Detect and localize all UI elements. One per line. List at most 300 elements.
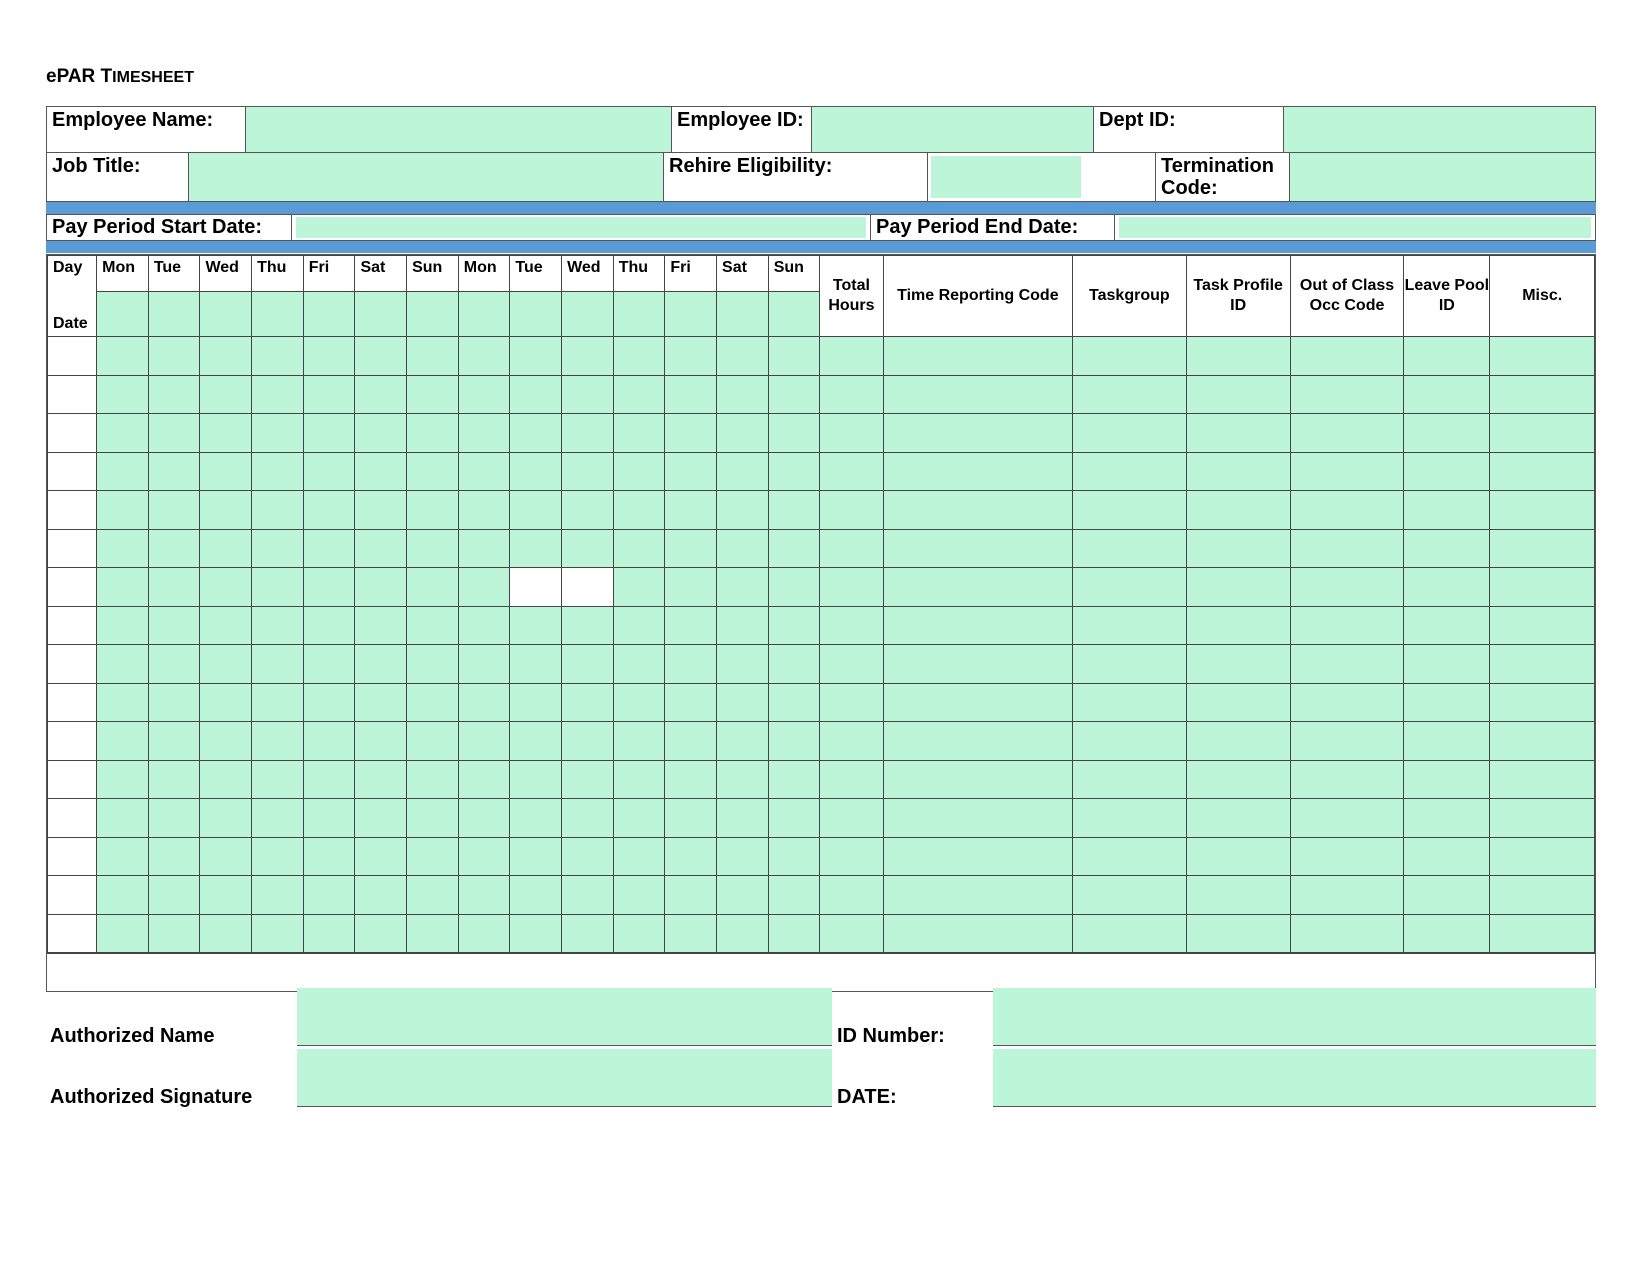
row-day-cell[interactable] bbox=[48, 337, 97, 376]
hours-cell[interactable] bbox=[200, 491, 252, 530]
date-cell[interactable] bbox=[355, 291, 407, 336]
hours-cell[interactable] bbox=[510, 375, 562, 414]
hours-cell[interactable] bbox=[717, 568, 769, 607]
hours-cell[interactable] bbox=[355, 529, 407, 568]
hours-cell[interactable] bbox=[510, 414, 562, 453]
entry-cell[interactable] bbox=[883, 837, 1073, 876]
entry-cell[interactable] bbox=[883, 491, 1073, 530]
hours-cell[interactable] bbox=[407, 337, 459, 376]
hours-cell[interactable] bbox=[665, 645, 717, 684]
hours-cell[interactable] bbox=[97, 645, 149, 684]
hours-cell[interactable] bbox=[97, 837, 149, 876]
entry-cell[interactable] bbox=[820, 683, 883, 722]
entry-cell[interactable] bbox=[1073, 452, 1186, 491]
hours-cell[interactable] bbox=[717, 606, 769, 645]
hours-cell[interactable] bbox=[562, 337, 614, 376]
hours-cell[interactable] bbox=[613, 606, 665, 645]
hours-cell[interactable] bbox=[768, 375, 820, 414]
hours-cell[interactable] bbox=[458, 683, 510, 722]
entry-cell[interactable] bbox=[1186, 914, 1290, 953]
entry-cell[interactable] bbox=[883, 760, 1073, 799]
hours-cell[interactable] bbox=[613, 568, 665, 607]
hours-cell[interactable] bbox=[717, 837, 769, 876]
hours-cell[interactable] bbox=[562, 837, 614, 876]
hours-cell[interactable] bbox=[355, 914, 407, 953]
entry-cell[interactable] bbox=[883, 606, 1073, 645]
entry-cell[interactable] bbox=[1404, 914, 1490, 953]
hours-cell[interactable] bbox=[252, 876, 304, 915]
entry-cell[interactable] bbox=[883, 568, 1073, 607]
hours-cell[interactable] bbox=[510, 837, 562, 876]
hours-cell[interactable] bbox=[458, 837, 510, 876]
entry-cell[interactable] bbox=[1404, 837, 1490, 876]
entry-cell[interactable] bbox=[820, 375, 883, 414]
hours-cell[interactable] bbox=[97, 337, 149, 376]
hours-cell[interactable] bbox=[665, 837, 717, 876]
date-field[interactable] bbox=[993, 1049, 1596, 1107]
hours-cell[interactable] bbox=[148, 452, 200, 491]
hours-cell[interactable] bbox=[355, 375, 407, 414]
termination-code-field[interactable] bbox=[1290, 153, 1595, 201]
entry-cell[interactable] bbox=[1290, 414, 1403, 453]
entry-cell[interactable] bbox=[820, 606, 883, 645]
hours-cell[interactable] bbox=[97, 606, 149, 645]
hours-cell[interactable] bbox=[355, 722, 407, 761]
hours-cell[interactable] bbox=[717, 337, 769, 376]
hours-cell[interactable] bbox=[613, 760, 665, 799]
hours-cell[interactable] bbox=[148, 914, 200, 953]
row-day-cell[interactable] bbox=[48, 606, 97, 645]
hours-cell[interactable] bbox=[613, 645, 665, 684]
hours-cell[interactable] bbox=[510, 914, 562, 953]
hours-cell[interactable] bbox=[303, 414, 355, 453]
hours-cell[interactable] bbox=[613, 491, 665, 530]
hours-cell[interactable] bbox=[200, 760, 252, 799]
entry-cell[interactable] bbox=[1404, 606, 1490, 645]
hours-cell[interactable] bbox=[458, 568, 510, 607]
hours-cell[interactable] bbox=[355, 568, 407, 607]
date-cell[interactable] bbox=[562, 291, 614, 336]
hours-cell[interactable] bbox=[510, 452, 562, 491]
hours-cell[interactable] bbox=[407, 645, 459, 684]
hours-cell[interactable] bbox=[717, 683, 769, 722]
hours-cell[interactable] bbox=[252, 606, 304, 645]
hours-cell[interactable] bbox=[407, 491, 459, 530]
hours-cell[interactable] bbox=[252, 914, 304, 953]
hours-cell[interactable] bbox=[717, 645, 769, 684]
entry-cell[interactable] bbox=[1490, 606, 1595, 645]
entry-cell[interactable] bbox=[1490, 337, 1595, 376]
entry-cell[interactable] bbox=[1186, 452, 1290, 491]
hours-cell[interactable] bbox=[407, 529, 459, 568]
hours-cell[interactable] bbox=[665, 914, 717, 953]
hours-cell[interactable] bbox=[148, 683, 200, 722]
hours-cell[interactable] bbox=[768, 491, 820, 530]
row-day-cell[interactable] bbox=[48, 799, 97, 838]
hours-cell[interactable] bbox=[97, 722, 149, 761]
entry-cell[interactable] bbox=[820, 491, 883, 530]
entry-cell[interactable] bbox=[883, 645, 1073, 684]
hours-cell[interactable] bbox=[303, 837, 355, 876]
hours-cell[interactable] bbox=[717, 414, 769, 453]
hours-cell[interactable] bbox=[458, 760, 510, 799]
hours-cell[interactable] bbox=[768, 876, 820, 915]
hours-cell[interactable] bbox=[252, 645, 304, 684]
hours-cell[interactable] bbox=[407, 452, 459, 491]
entry-cell[interactable] bbox=[883, 799, 1073, 838]
row-day-cell[interactable] bbox=[48, 529, 97, 568]
hours-cell[interactable] bbox=[717, 760, 769, 799]
entry-cell[interactable] bbox=[1186, 760, 1290, 799]
hours-cell[interactable] bbox=[97, 452, 149, 491]
entry-cell[interactable] bbox=[883, 914, 1073, 953]
hours-cell[interactable] bbox=[97, 914, 149, 953]
rehire-eligibility-field[interactable] bbox=[931, 156, 1081, 198]
hours-cell[interactable] bbox=[510, 760, 562, 799]
hours-cell[interactable] bbox=[303, 683, 355, 722]
hours-cell[interactable] bbox=[768, 799, 820, 838]
entry-cell[interactable] bbox=[1290, 529, 1403, 568]
hours-cell[interactable] bbox=[148, 337, 200, 376]
hours-cell[interactable] bbox=[562, 491, 614, 530]
hours-cell[interactable] bbox=[148, 568, 200, 607]
entry-cell[interactable] bbox=[883, 337, 1073, 376]
entry-cell[interactable] bbox=[1490, 799, 1595, 838]
hours-cell[interactable] bbox=[303, 914, 355, 953]
entry-cell[interactable] bbox=[1290, 722, 1403, 761]
entry-cell[interactable] bbox=[820, 760, 883, 799]
entry-cell[interactable] bbox=[883, 452, 1073, 491]
entry-cell[interactable] bbox=[1186, 491, 1290, 530]
hours-cell[interactable] bbox=[97, 876, 149, 915]
date-cell[interactable] bbox=[200, 291, 252, 336]
row-day-cell[interactable] bbox=[48, 375, 97, 414]
entry-cell[interactable] bbox=[820, 568, 883, 607]
row-day-cell[interactable] bbox=[48, 722, 97, 761]
entry-cell[interactable] bbox=[1073, 606, 1186, 645]
date-cell[interactable] bbox=[613, 291, 665, 336]
entry-cell[interactable] bbox=[1290, 683, 1403, 722]
hours-cell[interactable] bbox=[97, 375, 149, 414]
hours-cell[interactable] bbox=[148, 876, 200, 915]
date-cell[interactable] bbox=[768, 291, 820, 336]
hours-cell[interactable] bbox=[252, 491, 304, 530]
hours-cell[interactable] bbox=[510, 876, 562, 915]
entry-cell[interactable] bbox=[1073, 568, 1186, 607]
hours-cell[interactable] bbox=[768, 337, 820, 376]
entry-cell[interactable] bbox=[1290, 452, 1403, 491]
entry-cell[interactable] bbox=[1186, 568, 1290, 607]
entry-cell[interactable] bbox=[1290, 606, 1403, 645]
hours-cell[interactable] bbox=[148, 837, 200, 876]
authorized-name-field[interactable] bbox=[297, 988, 832, 1046]
entry-cell[interactable] bbox=[1073, 876, 1186, 915]
hours-cell[interactable] bbox=[303, 645, 355, 684]
entry-cell[interactable] bbox=[1490, 568, 1595, 607]
row-day-cell[interactable] bbox=[48, 876, 97, 915]
hours-cell[interactable] bbox=[458, 491, 510, 530]
hours-cell[interactable] bbox=[303, 722, 355, 761]
entry-cell[interactable] bbox=[1490, 760, 1595, 799]
entry-cell[interactable] bbox=[1490, 452, 1595, 491]
row-day-cell[interactable] bbox=[48, 683, 97, 722]
hours-cell[interactable] bbox=[458, 452, 510, 491]
entry-cell[interactable] bbox=[1186, 799, 1290, 838]
entry-cell[interactable] bbox=[1073, 337, 1186, 376]
entry-cell[interactable] bbox=[1073, 645, 1186, 684]
entry-cell[interactable] bbox=[820, 837, 883, 876]
hours-cell[interactable] bbox=[717, 799, 769, 838]
hours-cell[interactable] bbox=[665, 414, 717, 453]
entry-cell[interactable] bbox=[1490, 491, 1595, 530]
hours-cell[interactable] bbox=[458, 876, 510, 915]
entry-cell[interactable] bbox=[1290, 645, 1403, 684]
hours-cell[interactable] bbox=[665, 337, 717, 376]
entry-cell[interactable] bbox=[1290, 876, 1403, 915]
hours-cell[interactable] bbox=[355, 876, 407, 915]
hours-cell[interactable] bbox=[717, 876, 769, 915]
entry-cell[interactable] bbox=[1404, 645, 1490, 684]
hours-cell[interactable] bbox=[148, 799, 200, 838]
entry-cell[interactable] bbox=[1073, 529, 1186, 568]
hours-cell[interactable] bbox=[768, 760, 820, 799]
entry-cell[interactable] bbox=[1404, 491, 1490, 530]
hours-cell[interactable] bbox=[562, 606, 614, 645]
entry-cell[interactable] bbox=[1490, 375, 1595, 414]
hours-cell[interactable] bbox=[458, 645, 510, 684]
row-day-cell[interactable] bbox=[48, 837, 97, 876]
hours-cell[interactable] bbox=[665, 568, 717, 607]
entry-cell[interactable] bbox=[1073, 722, 1186, 761]
hours-cell[interactable] bbox=[97, 529, 149, 568]
entry-cell[interactable] bbox=[1290, 760, 1403, 799]
hours-cell[interactable] bbox=[303, 337, 355, 376]
row-day-cell[interactable] bbox=[48, 414, 97, 453]
hours-cell[interactable] bbox=[458, 529, 510, 568]
entry-cell[interactable] bbox=[1186, 414, 1290, 453]
hours-cell[interactable] bbox=[148, 645, 200, 684]
hours-cell[interactable] bbox=[768, 645, 820, 684]
hours-cell[interactable] bbox=[717, 491, 769, 530]
hours-cell[interactable] bbox=[355, 683, 407, 722]
hours-cell[interactable] bbox=[303, 606, 355, 645]
entry-cell[interactable] bbox=[883, 683, 1073, 722]
entry-cell[interactable] bbox=[1404, 452, 1490, 491]
hours-cell[interactable] bbox=[768, 722, 820, 761]
date-cell[interactable] bbox=[510, 291, 562, 336]
entry-cell[interactable] bbox=[1186, 606, 1290, 645]
hours-cell[interactable] bbox=[252, 760, 304, 799]
entry-cell[interactable] bbox=[1290, 914, 1403, 953]
hours-cell[interactable] bbox=[355, 491, 407, 530]
hours-cell[interactable] bbox=[665, 799, 717, 838]
row-day-cell[interactable] bbox=[48, 760, 97, 799]
hours-cell[interactable] bbox=[355, 760, 407, 799]
hours-cell[interactable] bbox=[768, 914, 820, 953]
hours-cell[interactable] bbox=[665, 452, 717, 491]
hours-cell[interactable] bbox=[407, 568, 459, 607]
hours-cell[interactable] bbox=[407, 375, 459, 414]
entry-cell[interactable] bbox=[820, 722, 883, 761]
hours-cell[interactable] bbox=[510, 529, 562, 568]
hours-cell[interactable] bbox=[97, 760, 149, 799]
entry-cell[interactable] bbox=[820, 914, 883, 953]
hours-cell[interactable] bbox=[510, 645, 562, 684]
hours-cell[interactable] bbox=[562, 452, 614, 491]
hours-cell[interactable] bbox=[717, 914, 769, 953]
hours-cell[interactable] bbox=[303, 876, 355, 915]
entry-cell[interactable] bbox=[1490, 876, 1595, 915]
hours-cell[interactable] bbox=[562, 760, 614, 799]
hours-cell[interactable] bbox=[407, 799, 459, 838]
authorized-signature-field[interactable] bbox=[297, 1049, 832, 1107]
entry-cell[interactable] bbox=[820, 799, 883, 838]
hours-cell[interactable] bbox=[355, 606, 407, 645]
entry-cell[interactable] bbox=[1490, 837, 1595, 876]
hours-cell[interactable] bbox=[613, 452, 665, 491]
hours-cell[interactable] bbox=[303, 568, 355, 607]
hours-cell[interactable] bbox=[303, 375, 355, 414]
entry-cell[interactable] bbox=[1186, 645, 1290, 684]
entry-cell[interactable] bbox=[1490, 683, 1595, 722]
row-day-cell[interactable] bbox=[48, 914, 97, 953]
entry-cell[interactable] bbox=[1404, 337, 1490, 376]
hours-cell[interactable] bbox=[562, 683, 614, 722]
entry-cell[interactable] bbox=[1073, 491, 1186, 530]
entry-cell[interactable] bbox=[883, 529, 1073, 568]
entry-cell[interactable] bbox=[1404, 414, 1490, 453]
row-day-cell[interactable] bbox=[48, 645, 97, 684]
date-cell[interactable] bbox=[303, 291, 355, 336]
hours-cell[interactable] bbox=[768, 414, 820, 453]
entry-cell[interactable] bbox=[1073, 683, 1186, 722]
hours-cell[interactable] bbox=[407, 876, 459, 915]
hours-cell[interactable] bbox=[665, 876, 717, 915]
hours-cell[interactable] bbox=[355, 837, 407, 876]
hours-cell[interactable] bbox=[252, 837, 304, 876]
hours-cell[interactable] bbox=[97, 683, 149, 722]
hours-cell[interactable] bbox=[252, 337, 304, 376]
hours-cell[interactable] bbox=[355, 799, 407, 838]
hours-cell[interactable] bbox=[613, 529, 665, 568]
hours-cell[interactable] bbox=[510, 491, 562, 530]
entry-cell[interactable] bbox=[1290, 568, 1403, 607]
hours-cell[interactable] bbox=[200, 568, 252, 607]
entry-cell[interactable] bbox=[820, 452, 883, 491]
hours-cell[interactable] bbox=[562, 722, 614, 761]
hours-cell[interactable] bbox=[252, 568, 304, 607]
hours-cell[interactable] bbox=[148, 760, 200, 799]
hours-cell[interactable] bbox=[200, 414, 252, 453]
hours-cell[interactable] bbox=[200, 337, 252, 376]
entry-cell[interactable] bbox=[1490, 722, 1595, 761]
hours-cell[interactable] bbox=[613, 683, 665, 722]
hours-cell[interactable] bbox=[768, 568, 820, 607]
hours-cell[interactable] bbox=[303, 760, 355, 799]
employee-id-field[interactable] bbox=[812, 107, 1094, 152]
hours-cell[interactable] bbox=[200, 375, 252, 414]
entry-cell[interactable] bbox=[1290, 337, 1403, 376]
hours-cell[interactable] bbox=[562, 414, 614, 453]
hours-cell[interactable] bbox=[407, 760, 459, 799]
hours-cell[interactable] bbox=[562, 799, 614, 838]
pay-period-end-field[interactable] bbox=[1119, 217, 1591, 238]
hours-cell[interactable] bbox=[768, 452, 820, 491]
entry-cell[interactable] bbox=[1290, 491, 1403, 530]
hours-cell[interactable] bbox=[97, 568, 149, 607]
employee-name-field[interactable] bbox=[246, 107, 672, 152]
hours-cell[interactable] bbox=[252, 683, 304, 722]
hours-cell[interactable] bbox=[200, 683, 252, 722]
entry-cell[interactable] bbox=[1073, 375, 1186, 414]
entry-cell[interactable] bbox=[883, 375, 1073, 414]
hours-cell[interactable] bbox=[458, 337, 510, 376]
hours-cell[interactable] bbox=[510, 568, 562, 607]
entry-cell[interactable] bbox=[820, 337, 883, 376]
row-day-cell[interactable] bbox=[48, 452, 97, 491]
hours-cell[interactable] bbox=[665, 606, 717, 645]
hours-cell[interactable] bbox=[148, 414, 200, 453]
hours-cell[interactable] bbox=[665, 375, 717, 414]
entry-cell[interactable] bbox=[820, 645, 883, 684]
hours-cell[interactable] bbox=[97, 491, 149, 530]
entry-cell[interactable] bbox=[1404, 722, 1490, 761]
hours-cell[interactable] bbox=[510, 799, 562, 838]
hours-cell[interactable] bbox=[613, 837, 665, 876]
hours-cell[interactable] bbox=[97, 414, 149, 453]
hours-cell[interactable] bbox=[355, 645, 407, 684]
entry-cell[interactable] bbox=[1404, 568, 1490, 607]
entry-cell[interactable] bbox=[1404, 876, 1490, 915]
hours-cell[interactable] bbox=[562, 645, 614, 684]
entry-cell[interactable] bbox=[1186, 529, 1290, 568]
hours-cell[interactable] bbox=[252, 799, 304, 838]
hours-cell[interactable] bbox=[613, 414, 665, 453]
hours-cell[interactable] bbox=[303, 529, 355, 568]
entry-cell[interactable] bbox=[1186, 683, 1290, 722]
entry-cell[interactable] bbox=[1490, 914, 1595, 953]
hours-cell[interactable] bbox=[407, 683, 459, 722]
row-day-cell[interactable] bbox=[48, 568, 97, 607]
hours-cell[interactable] bbox=[613, 722, 665, 761]
hours-cell[interactable] bbox=[200, 876, 252, 915]
job-title-field[interactable] bbox=[189, 153, 664, 201]
date-cell[interactable] bbox=[717, 291, 769, 336]
hours-cell[interactable] bbox=[148, 606, 200, 645]
entry-cell[interactable] bbox=[1490, 414, 1595, 453]
hours-cell[interactable] bbox=[355, 337, 407, 376]
date-cell[interactable] bbox=[252, 291, 304, 336]
hours-cell[interactable] bbox=[717, 375, 769, 414]
hours-cell[interactable] bbox=[613, 337, 665, 376]
hours-cell[interactable] bbox=[200, 645, 252, 684]
hours-cell[interactable] bbox=[768, 529, 820, 568]
date-cell[interactable] bbox=[148, 291, 200, 336]
entry-cell[interactable] bbox=[1490, 529, 1595, 568]
entry-cell[interactable] bbox=[1073, 799, 1186, 838]
row-day-cell[interactable] bbox=[48, 491, 97, 530]
entry-cell[interactable] bbox=[1404, 760, 1490, 799]
hours-cell[interactable] bbox=[613, 375, 665, 414]
hours-cell[interactable] bbox=[562, 568, 614, 607]
entry-cell[interactable] bbox=[1290, 837, 1403, 876]
entry-cell[interactable] bbox=[1404, 375, 1490, 414]
entry-cell[interactable] bbox=[820, 876, 883, 915]
hours-cell[interactable] bbox=[458, 606, 510, 645]
hours-cell[interactable] bbox=[303, 799, 355, 838]
hours-cell[interactable] bbox=[665, 722, 717, 761]
hours-cell[interactable] bbox=[148, 722, 200, 761]
